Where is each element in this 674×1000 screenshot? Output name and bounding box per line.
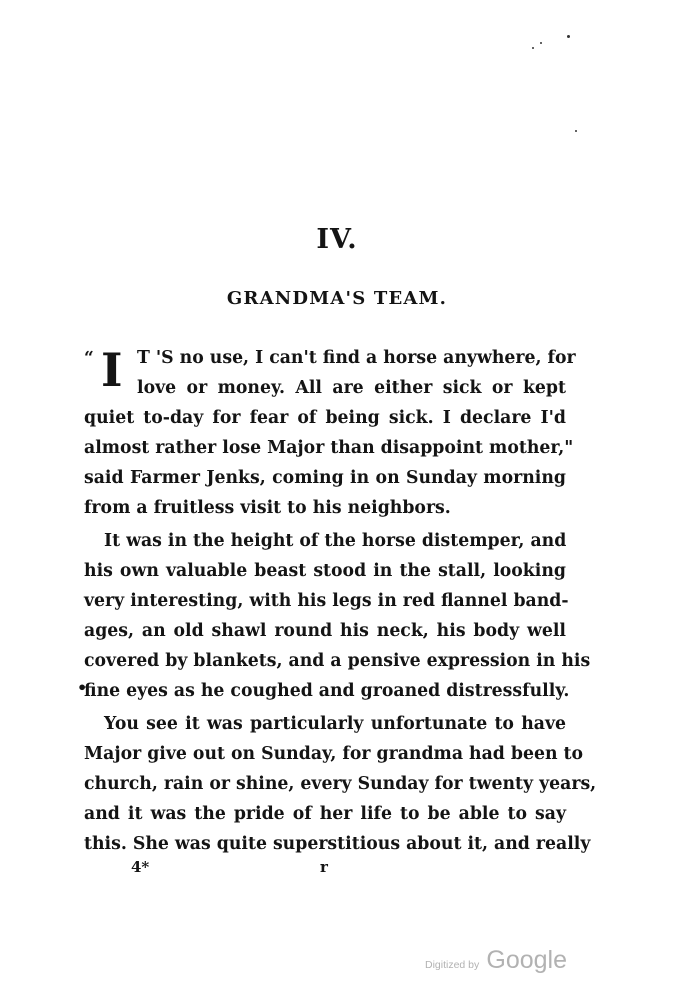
scan-speck bbox=[540, 42, 542, 44]
text-line: quiet to-day for fear of being sick. I declare I'd bbox=[84, 408, 566, 428]
text-line: You see it was particularly unfortunate to have bbox=[104, 714, 566, 734]
text-line: ages, an old shawl round his neck, his body well bbox=[84, 621, 566, 641]
text-line: church, rain or shine, every Sunday for twenty years, bbox=[84, 774, 597, 794]
text-line: fine eyes as he coughed and groaned distressfully. bbox=[84, 681, 570, 701]
text-line: his own valuable beast stood in the stall, looking bbox=[84, 561, 566, 581]
google-logo: Google bbox=[486, 946, 567, 974]
text-line: covered by blankets, and a pensive expression in his bbox=[84, 651, 591, 671]
opening-quote-mark: “ bbox=[84, 348, 94, 368]
text-line: and it was the pride of her life to be able to say bbox=[84, 804, 566, 824]
text-line: from a fruitless visit to his neighbors. bbox=[84, 498, 451, 518]
scan-speck bbox=[567, 35, 570, 38]
text-line: this. She was quite superstitious about it, and really bbox=[84, 834, 591, 854]
scan-speck bbox=[575, 130, 577, 132]
stray-ink-mark: • bbox=[77, 678, 88, 697]
text-line: Major give out on Sunday, for grandma had been to bbox=[84, 744, 584, 764]
chapter-number: IV. bbox=[316, 224, 358, 255]
signature-mark: 4* bbox=[131, 858, 150, 876]
digitized-watermark bbox=[425, 946, 567, 980]
text-line: It was in the height of the horse distemper, and bbox=[104, 531, 567, 551]
digitized-label: Digitized by bbox=[425, 959, 480, 971]
drop-cap-letter: I bbox=[101, 343, 123, 397]
text-line: almost rather lose Major than disappoint mother," bbox=[84, 438, 574, 458]
catch-mark: r bbox=[320, 858, 328, 876]
text-line: very interesting, with his legs in red flannel band- bbox=[84, 591, 569, 611]
text-line: said Farmer Jenks, coming in on Sunday morning bbox=[84, 468, 566, 488]
text-line: T 'S no use, I can't find a horse anywhere, for bbox=[137, 348, 576, 368]
scan-speck bbox=[532, 47, 534, 49]
chapter-title: GRANDMA'S TEAM. bbox=[226, 288, 448, 309]
text-line: love or money. All are either sick or kept bbox=[137, 378, 566, 398]
